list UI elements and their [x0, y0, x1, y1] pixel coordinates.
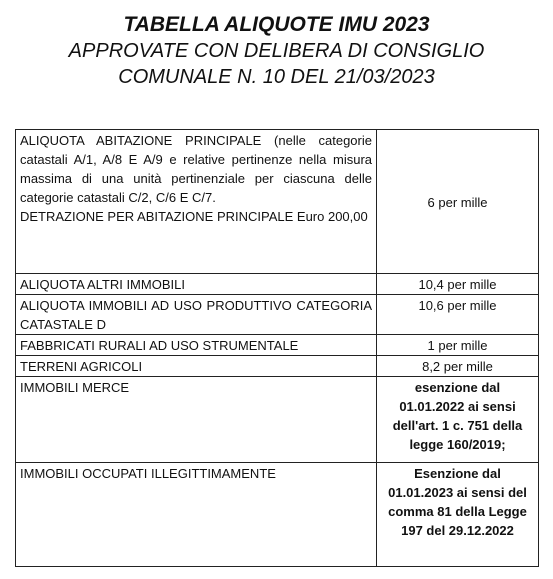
row-description: TERRENI AGRICOLI: [16, 356, 377, 377]
row-description: ALIQUOTA IMMOBILI AD USO PRODUTTIVO CATEGORIA CATASTALE D: [16, 295, 377, 335]
document-subtitle-line-2: COMUNALE N. 10 DEL 21/03/2023: [118, 66, 435, 88]
row-rate: 8,2 per mille: [377, 356, 539, 377]
row-description: FABBRICATI RURALI AD USO STRUMENTALE: [16, 335, 377, 356]
row-description: IMMOBILI OCCUPATI ILLEGITTIMAMENTE: [16, 463, 377, 567]
table-row: [16, 130, 539, 274]
table-row: [16, 463, 539, 567]
table-row: [16, 356, 539, 377]
main-residence-rate-text: ALIQUOTA ABITAZIONE PRINCIPALE (nelle categorie catastali A/1, A/8 E A/9 e relative pertinenze nella misura massima di una unità pertinenziale per ciascuna delle categorie catastali C/2, C/6 E C/7.: [20, 133, 372, 205]
row-rate: Esenzione dal 01.01.2023 ai sensi del comma 81 della Legge 197 del 29.12.2022: [377, 463, 539, 567]
row-description: IMMOBILI MERCE: [16, 377, 377, 463]
imu-rates-table: [15, 129, 539, 567]
row-rate: 6 per mille: [377, 130, 539, 274]
table-row: [16, 377, 539, 463]
row-rate: 10,6 per mille: [377, 295, 539, 335]
document-title: TABELLA ALIQUOTE IMU 2023: [123, 13, 430, 36]
row-description: ALIQUOTA ALTRI IMMOBILI: [16, 274, 377, 295]
row-rate: 10,4 per mille: [377, 274, 539, 295]
document-header: [0, 12, 553, 90]
row-rate: esenzione dal 01.01.2022 ai sensi dell'art. 1 c. 751 della legge 160/2019;: [377, 377, 539, 463]
main-residence-deduction-text: DETRAZIONE PER ABITAZIONE PRINCIPALE Euro 200,00: [20, 209, 368, 224]
table-row: [16, 274, 539, 295]
document-subtitle-line-1: APPROVATE CON DELIBERA DI CONSIGLIO: [68, 40, 485, 62]
row-rate: 1 per mille: [377, 335, 539, 356]
row-description: [16, 130, 377, 274]
table-row: [16, 295, 539, 335]
table-row: [16, 335, 539, 356]
